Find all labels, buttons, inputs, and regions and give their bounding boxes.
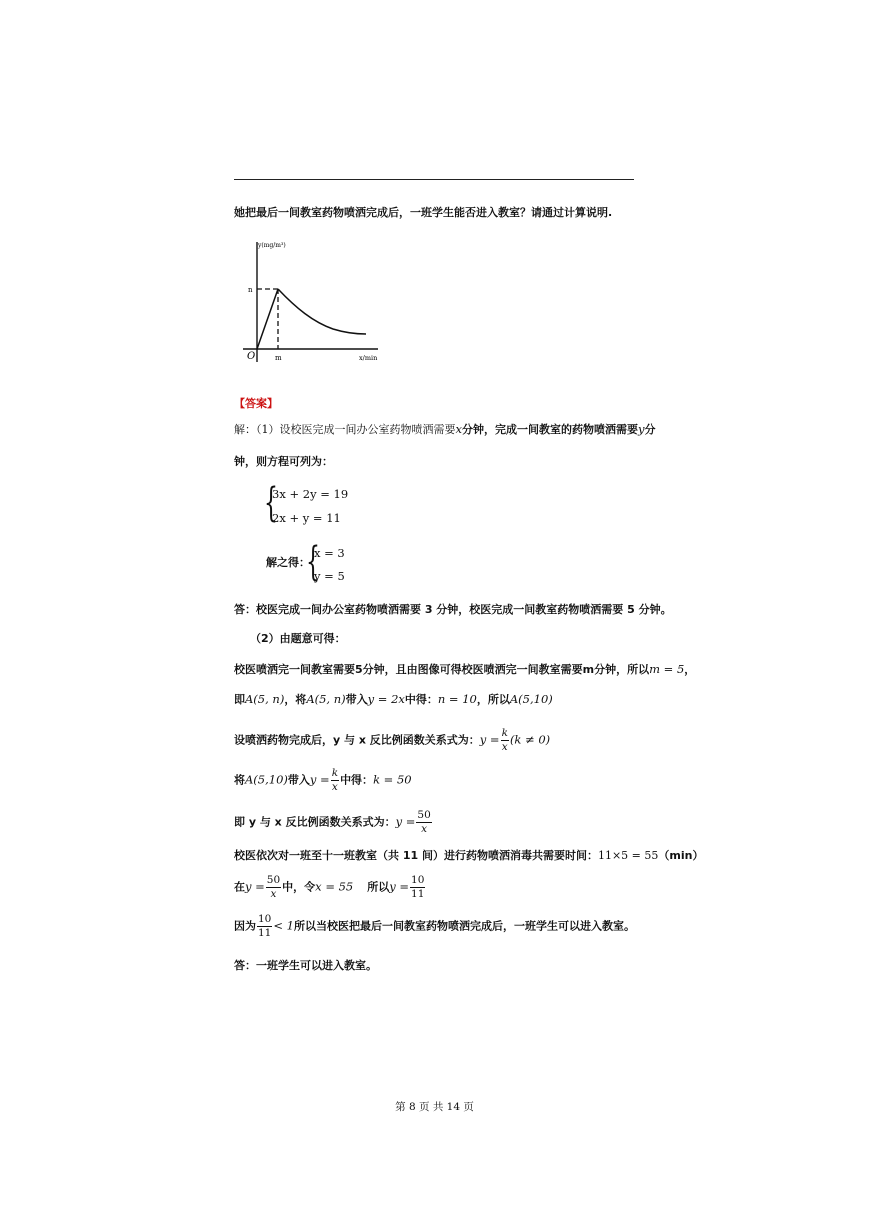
p2l6-unit: （min） — [658, 849, 704, 862]
p2l3-lhs: y = — [479, 732, 500, 747]
solution-2: y = 5 — [314, 569, 345, 583]
p2l2-m1: A(5, n) — [245, 692, 285, 706]
p2l5-text: 即 y 与 x 反比例函数关系式为： — [234, 815, 396, 829]
p2l3-text: 设喷洒药物完成后，y 与 x 反比例函数关系式为： — [234, 733, 480, 747]
p2l8-b: 所以当校医把最后一间教室药物喷洒完成后，一班学生可以进入教室。 — [293, 919, 635, 933]
p2l8-num: 10 — [257, 914, 272, 927]
y-axis-label: y(mg/m³) — [258, 242, 286, 249]
p2l2-m2: A(5, n) — [306, 692, 346, 706]
decay-curve — [278, 289, 366, 334]
page-footer: 第 8 页 共 14 页 — [395, 1101, 474, 1113]
p2l2-m3: y = 2x — [367, 692, 405, 706]
p2l8-fraction — [257, 914, 272, 939]
part2-line8 — [234, 914, 635, 939]
part1-line1-mid: 分钟，完成一间教室的药物喷洒需要 — [462, 423, 638, 436]
var-y: y — [638, 422, 645, 436]
solve-label: 解之得： — [266, 556, 310, 569]
part2-heading: （2）由题意可得： — [250, 632, 346, 645]
part1-conclusion: 答：校医完成一间办公室药物喷洒需要 3 分钟，校医完成一间教室药物喷洒需要 5 分钟。 — [234, 603, 672, 616]
final-answer: 答：一班学生可以进入教室。 — [234, 959, 377, 972]
p2l5-num: 50 — [416, 810, 431, 823]
rising-segment — [257, 289, 278, 349]
part1-line2: 钟，则方程可列为： — [234, 455, 333, 468]
p2l2-d: 中得： — [404, 693, 438, 706]
graph-figure — [238, 238, 388, 368]
p2l7-b: 中，令 — [282, 880, 316, 894]
p2l4-m2: k = 50 — [373, 772, 412, 787]
intro-text: 她把最后一间教室药物喷洒完成后，一班学生能否进入教室？请通过计算说明. — [234, 206, 613, 219]
part2-line1 — [234, 664, 695, 676]
p2l3-cond: (k ≠ 0) — [509, 732, 551, 747]
p2l5-den: x — [421, 823, 428, 836]
part2-line5 — [234, 810, 433, 835]
part2-l1-math: m = 5 — [649, 662, 685, 676]
solution-brace: { — [306, 539, 320, 585]
p2l7-fraction2 — [410, 875, 425, 900]
header-rule — [234, 179, 634, 180]
p2l4-a: 将 — [234, 773, 245, 787]
part2-line6 — [234, 850, 703, 861]
p2l8-a: 因为 — [234, 919, 256, 933]
origin-label: O — [247, 351, 256, 362]
part2-l1-end: ， — [684, 663, 696, 676]
part1-line1-prefix: 解：（1）设校医完成一间办公室药物喷洒需要 — [234, 423, 456, 436]
p2l2-c: 带入 — [345, 693, 368, 706]
y-tick-label: n — [248, 286, 253, 294]
part2-l1-text: 校医喷洒完一间教室需要5分钟，且由图像可得校医喷洒完一间教室需要m分钟，所以 — [234, 663, 650, 676]
p2l7-num2: 10 — [410, 875, 425, 888]
p2l4-c: 中得： — [340, 773, 374, 787]
p2l4-lhs: y = — [309, 772, 330, 787]
p2l2-m4: n = 10 — [437, 692, 477, 706]
part2-line4 — [234, 768, 412, 793]
p2l4-den: x — [331, 781, 338, 794]
p2l7-den: x — [270, 888, 277, 901]
p2l2-b: ，将 — [284, 693, 307, 706]
x-axis-label: x/min — [359, 354, 378, 362]
var-x: x — [455, 422, 462, 436]
p2l6-math: 11×5 = 55 — [597, 849, 659, 862]
part1-line1 — [234, 424, 656, 436]
p2l2-m5: A(5,10) — [509, 692, 553, 706]
p2l2-a: 即 — [234, 693, 245, 706]
p2l7-den2: 11 — [411, 888, 425, 901]
x-tick-label: m — [275, 354, 282, 362]
p2l2-e: ，所以 — [476, 693, 510, 706]
p2l3-num: k — [501, 728, 509, 741]
p2l3-fraction — [501, 728, 509, 753]
part2-line2 — [234, 694, 553, 706]
p2l3-den: x — [501, 741, 508, 754]
p2l7-c: 所以 — [367, 880, 390, 894]
part2-line7 — [234, 875, 426, 900]
p2l4-b: 带入 — [287, 773, 310, 787]
p2l7-num: 50 — [266, 875, 281, 888]
p2l7-a: 在 — [234, 880, 245, 894]
p2l8-den: 11 — [258, 927, 272, 940]
p2l4-fraction — [331, 768, 339, 793]
p2l5-lhs: y = — [395, 814, 416, 829]
p2l7-lhs2: y = — [389, 879, 410, 894]
p2l6-text: 校医依次对一班至十一班教室（共 11 间）进行药物喷洒消毒共需要时间： — [234, 849, 598, 862]
p2l4-m1: A(5,10) — [245, 772, 288, 787]
equation-brace: { — [264, 480, 278, 526]
p2l7-lhs: y = — [245, 879, 265, 894]
p2l5-fraction — [416, 810, 431, 835]
equation-2: 2x + y = 11 — [272, 511, 341, 525]
part2-line3 — [234, 728, 550, 753]
p2l4-num: k — [331, 768, 339, 781]
part1-line1-suffix: 分 — [644, 423, 656, 436]
equation-1: 3x + 2y = 19 — [272, 487, 349, 501]
solution-1: x = 3 — [314, 546, 345, 560]
p2l8-m: < 1 — [273, 918, 294, 933]
answer-label: 【答案】 — [234, 397, 278, 410]
p2l7-m1: x = 55 — [315, 879, 354, 894]
p2l7-fraction — [266, 875, 281, 900]
